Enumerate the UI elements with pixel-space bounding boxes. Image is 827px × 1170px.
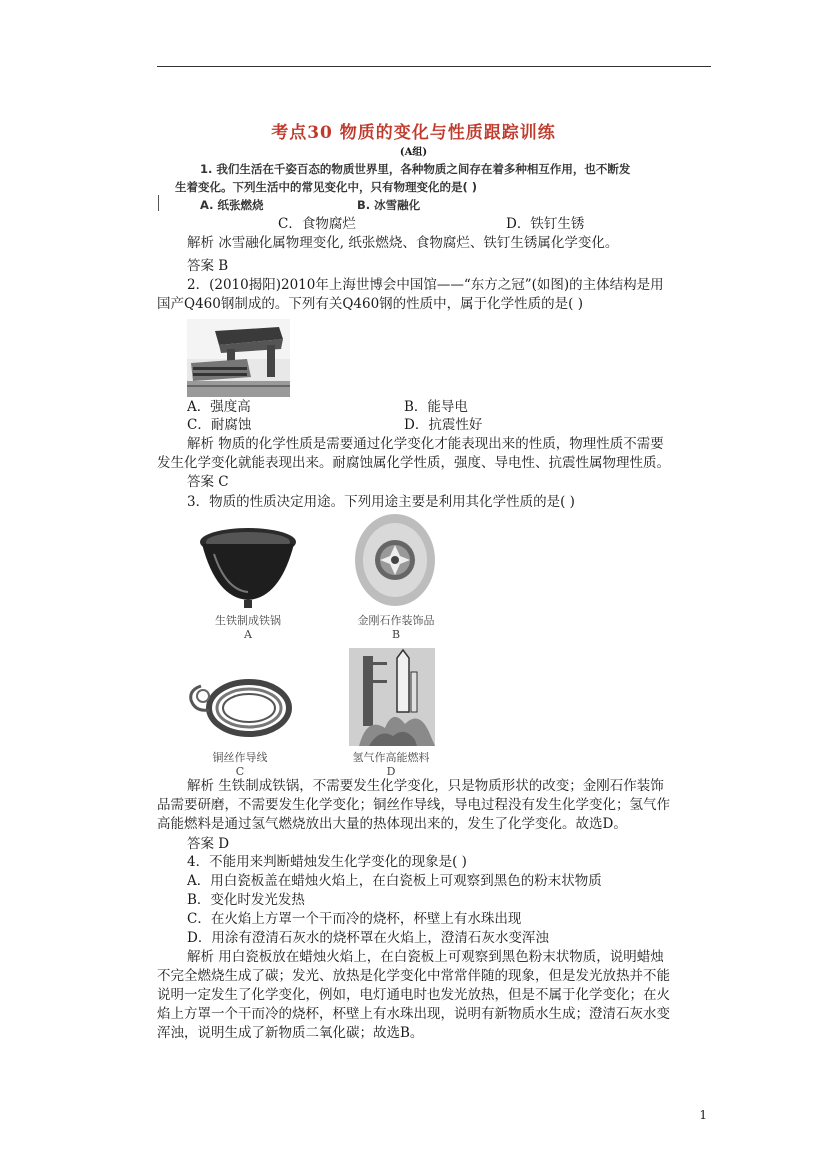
q3-analysis-line1: 解析 生铁制成铁锅，不需要发生化学变化，只是物质形状的改变；金刚石作装饰 <box>187 778 664 794</box>
q1-option-b: B. 冰雪融化 <box>357 198 421 212</box>
iron-wok-image <box>196 520 300 614</box>
header-rule <box>157 66 711 67</box>
q1-option-c: C．食物腐烂 <box>278 216 356 232</box>
q1-stem-line2: 生着变化。下列生活中的常见变化中，只有物理变化的是( ) <box>175 180 478 194</box>
q3-caption-b: 金刚石作装饰品 <box>357 614 435 627</box>
q1-option-d: D．铁钉生锈 <box>506 216 585 232</box>
q4-option-b: B．变化时发光发热 <box>187 892 305 908</box>
q4-option-d: D．用涂有澄清石灰水的烧杯罩在火焰上，澄清石灰水变浑浊 <box>187 930 549 946</box>
q2-option-a: A．强度高 <box>187 399 251 415</box>
diamond-ornament-image <box>353 512 437 608</box>
q2-option-c: C．耐腐蚀 <box>187 417 252 433</box>
q3-answer: 答案 D <box>187 836 230 852</box>
q1-answer: 答案 B <box>187 258 229 274</box>
q1-analysis: 解析 冰雪融化属物理变化, 纸张燃烧、食物腐烂、铁钉生锈属化学变化。 <box>187 235 619 251</box>
q4-analysis-line5: 浑浊，说明生成了新物质二氧化碳；故选B。 <box>157 1025 424 1041</box>
q3-analysis-line2: 品需要研磨，不需要发生化学变化；铜丝作导线，导电过程没有发生化学变化；氢气作 <box>157 797 670 813</box>
q3-caption-d: 氢气作高能燃料 <box>352 751 430 764</box>
china-pavilion-image <box>187 319 290 397</box>
q1-option-a: A. 纸张燃烧 <box>200 198 264 212</box>
copper-wire-image <box>187 670 293 742</box>
q3-letter-d: D <box>386 765 396 778</box>
group-label: (A组) <box>399 147 428 158</box>
q1-stem-line1: 1. 我们生活在千姿百态的物质世界里，各种物质之间存在着多种相互作用，也不断发 <box>200 162 631 176</box>
q4-analysis-line1: 解析 用白瓷板放在蜡烛火焰上，在白瓷板上可观察到黑色粉末状物质，说明蜡烛 <box>187 949 664 965</box>
q4-option-c: C．在火焰上方罩一个干而冷的烧杯，杯壁上有水珠出现 <box>187 911 522 927</box>
q3-letter-b: B <box>391 628 401 641</box>
q2-stem-line1: 2．(2010揭阳)2010年上海世博会中国馆——“东方之冠”(如图)的主体结构是用 <box>187 277 664 293</box>
q2-option-d: D．抗震性好 <box>404 417 483 433</box>
hydrogen-rocket-image <box>349 648 435 746</box>
q4-option-a: A．用白瓷板盖在蜡烛火焰上，在白瓷板上可观察到黑色的粉末状物质 <box>187 873 602 889</box>
q2-analysis-line1: 解析 物质的化学性质是需要通过化学变化才能表现出来的性质，物理性质不需要 <box>187 436 664 452</box>
q3-caption-c: 铜丝作导线 <box>212 751 268 764</box>
q3-caption-a: 生铁制成铁锅 <box>215 614 281 627</box>
q2-stem-line2: 国产Q460钢制成的。下列有关Q460钢的性质中，属于化学性质的是( ) <box>157 296 583 312</box>
q3-letter-a: A <box>244 628 252 641</box>
page-number: 1 <box>699 1108 707 1122</box>
q4-stem: 4．不能用来判断蜡烛发生化学变化的现象是( ) <box>187 854 467 870</box>
q4-analysis-line2: 不完全燃烧生成了碳；发光、放热是化学变化中常常伴随的现象，但是发光放热并不能 <box>157 968 670 984</box>
q2-answer: 答案 C <box>187 474 229 490</box>
q2-option-b: B．能导电 <box>404 399 468 415</box>
q2-analysis-line2: 发生化学变化就能表现出来。耐腐蚀属化学性质，强度、导电性、抗震性属物理性质。 <box>157 455 670 471</box>
page-title: 考点30 物质的变化与性质跟踪训练 <box>271 123 556 143</box>
q4-analysis-line4: 焰上方罩一个干而冷的烧杯，杯壁上有水珠出现，说明有新物质水生成；澄清石灰水变 <box>157 1006 670 1022</box>
scan-divider <box>158 195 159 211</box>
q3-stem: 3．物质的性质决定用途。下列用途主要是利用其化学性质的是( ) <box>187 494 575 510</box>
q4-analysis-line3: 说明一定发生了化学变化，例如，电灯通电时也发光放热，但是不属于化学变化；在火 <box>157 987 670 1003</box>
q3-analysis-line3: 高能燃料是通过氢气燃烧放出大量的热体现出来的，发生了化学变化。故选D。 <box>157 816 627 832</box>
q3-letter-c: C <box>235 765 245 778</box>
